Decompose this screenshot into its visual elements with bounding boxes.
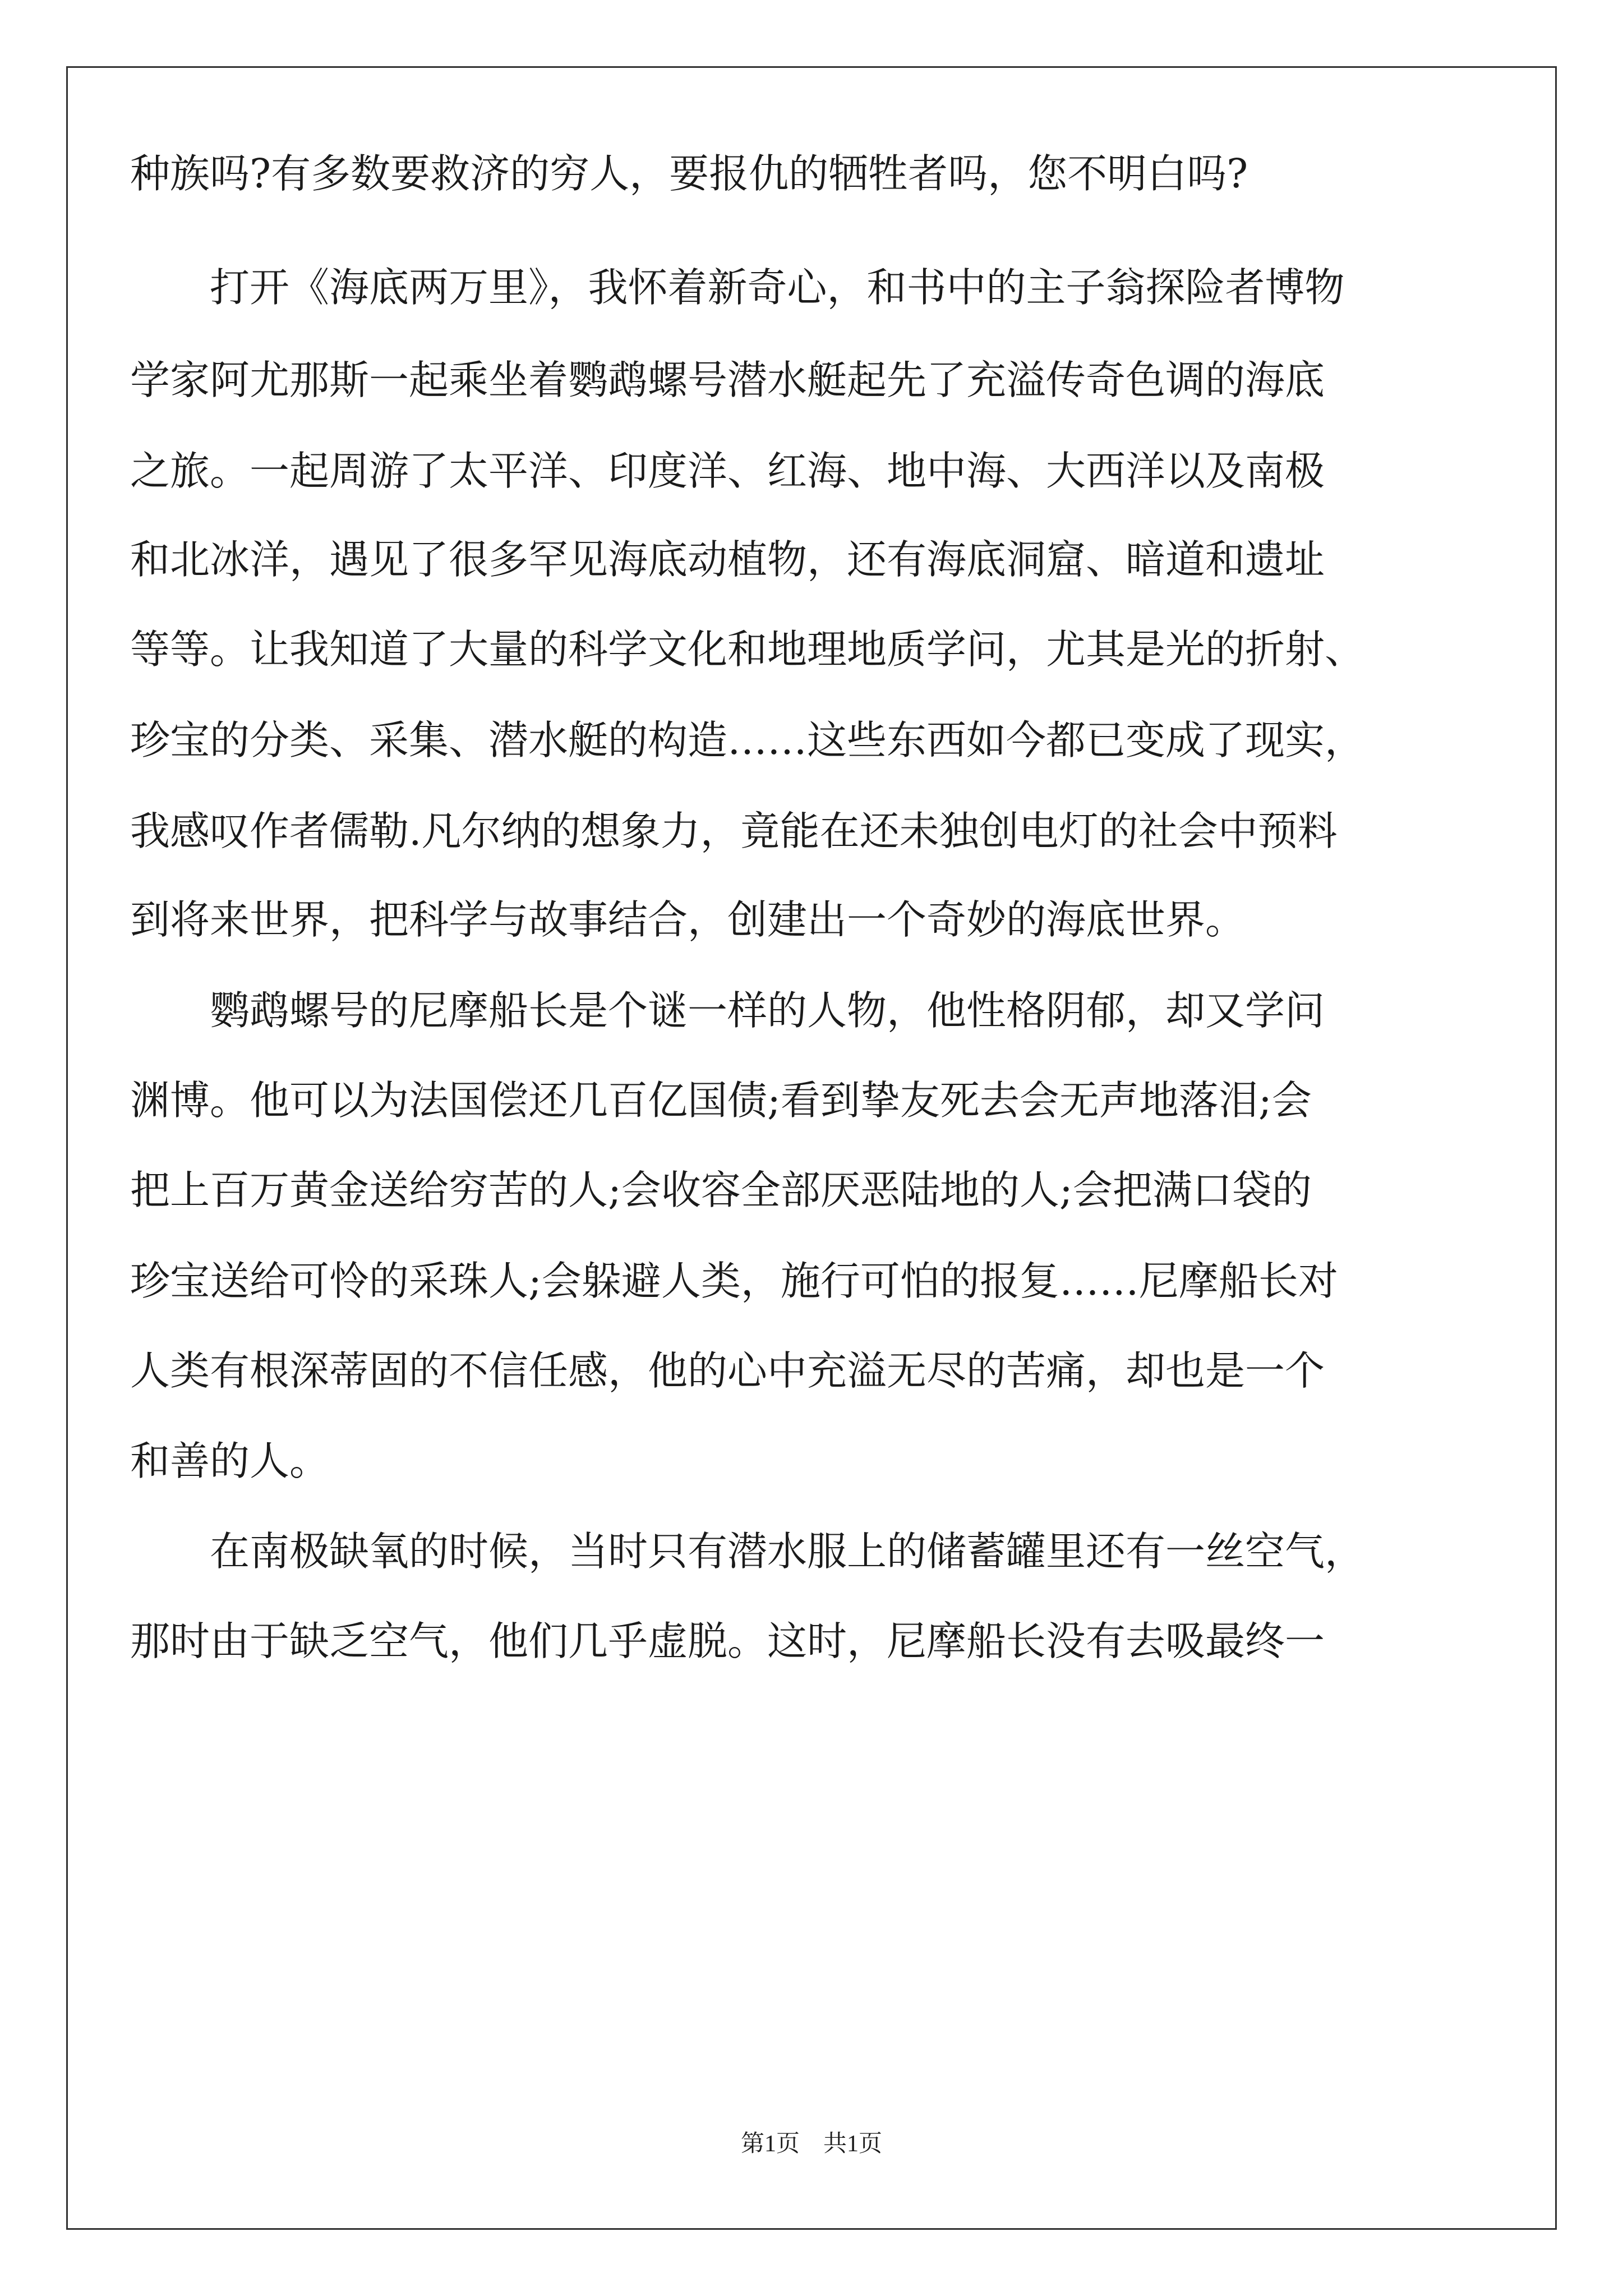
text-line: 那时由于缺乏空气，他们几乎虚脱。这时，尼摩船长没有去吸最终一 xyxy=(130,1618,1325,1664)
text-line: 我感叹作者儒勒.凡尔纳的想象力，竟能在还未独创电灯的社会中预料 xyxy=(130,808,1338,854)
text-line: 珍宝送给可怜的采珠人;会躲避人类，施行可怕的报复……尼摩船长对 xyxy=(130,1258,1338,1304)
text-line: 等等。让我知道了大量的科学文化和地理地质学问，尤其是光的折射、 xyxy=(130,626,1365,673)
paragraph-first-line: 鹦鹉螺号的尼摩船长是个谜一样的人物，他性格阴郁，却又学问 xyxy=(210,987,1325,1034)
text-line: 渊博。他可以为法国偿还几百亿国债;看到挚友死去会无声地落泪;会 xyxy=(130,1077,1312,1124)
text-line: 珍宝的分类、采集、潜水艇的构造……这些东西如今都已变成了现实， xyxy=(130,717,1365,763)
paragraph-first-line: 在南极缺氧的时候，当时只有潜水服上的储蓄罐里还有一丝空气， xyxy=(210,1528,1365,1575)
paragraph-first-line: 打开《海底两万里》，我怀着新奇心，和书中的主子翁探险者博物 xyxy=(210,264,1345,311)
text-line: 和北冰洋，遇见了很多罕见海底动植物，还有海底洞窟、暗道和遗址 xyxy=(130,536,1325,583)
text-line: 和善的人。 xyxy=(130,1438,330,1484)
text-line: 种族吗?有多数要救济的穷人，要报仇的牺牲者吗，您不明白吗? xyxy=(130,150,1248,197)
text-line: 之旅。一起周游了太平洋、印度洋、红海、地中海、大西洋以及南极 xyxy=(130,448,1325,494)
text-line: 到将来世界，把科学与故事结合，创建出一个奇妙的海底世界。 xyxy=(130,896,1246,943)
page-number-footer: 第1页 共1页 xyxy=(740,2131,882,2157)
text-line: 把上百万黄金送给穷苦的人;会收容全部厌恶陆地的人;会把满口袋的 xyxy=(130,1167,1312,1213)
text-line: 人类有根深蒂固的不信任感，他的心中充溢无尽的苦痛，却也是一个 xyxy=(130,1347,1325,1394)
text-line: 学家阿尤那斯一起乘坐着鹦鹉螺号潜水艇起先了充溢传奇色调的海底 xyxy=(130,357,1325,403)
